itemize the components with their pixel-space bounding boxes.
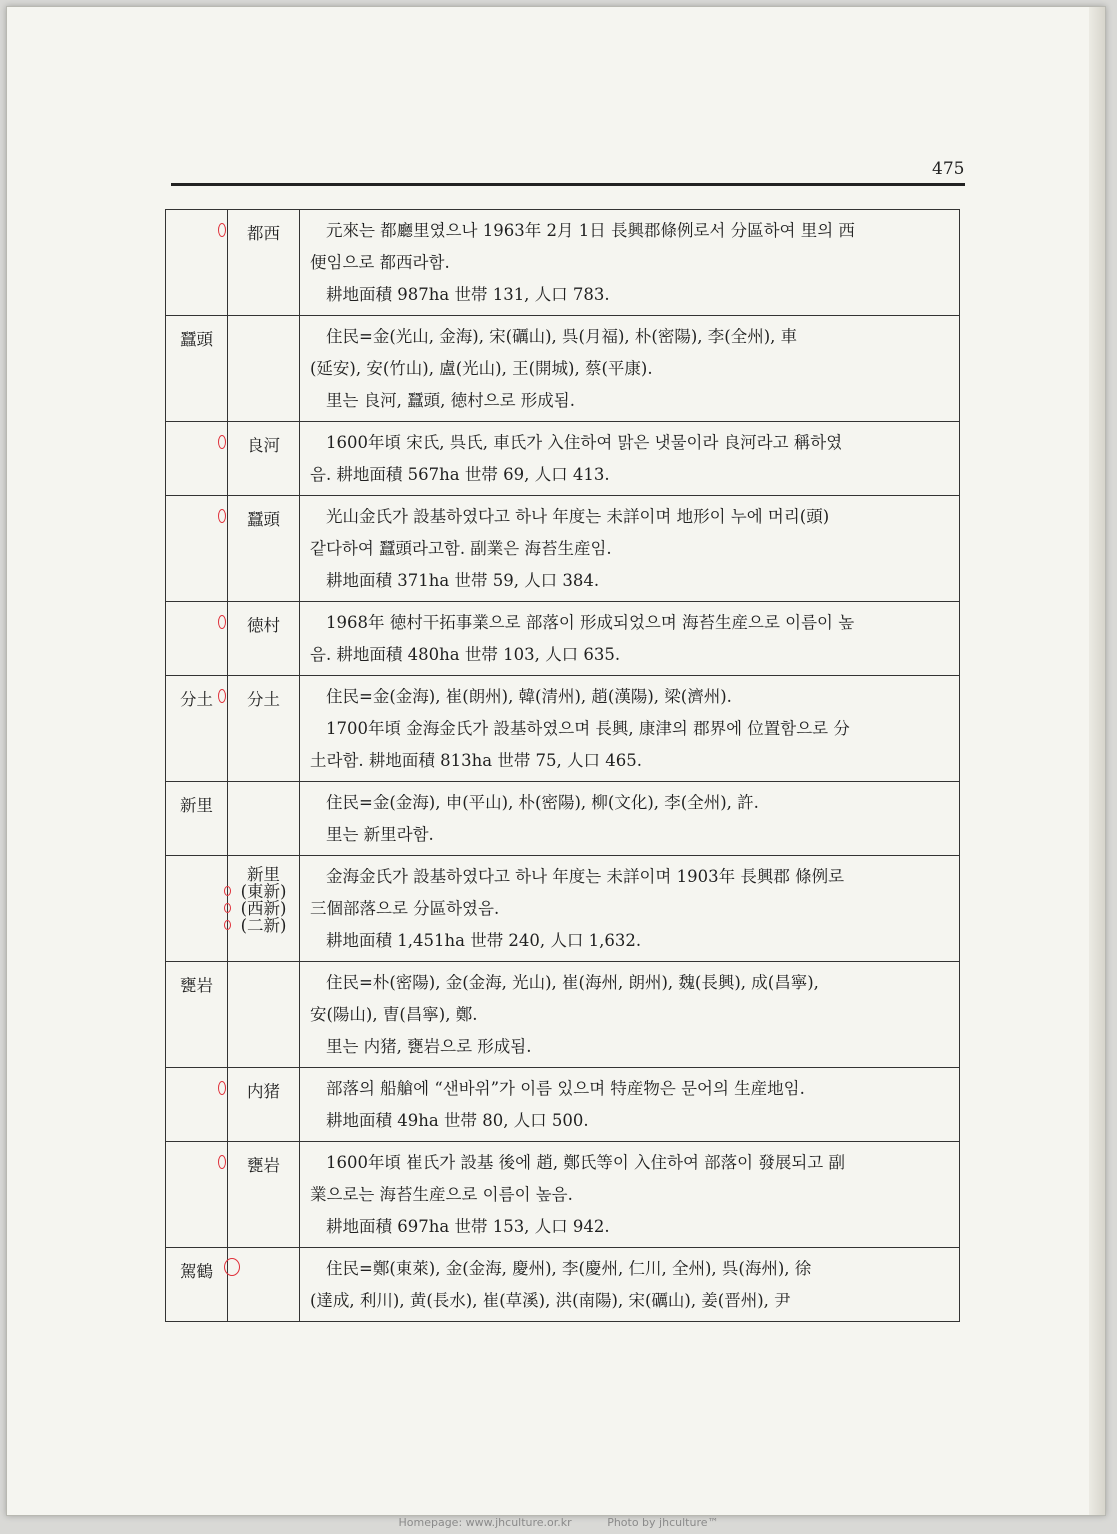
table-row — [166, 782, 960, 856]
red-pen-mark — [224, 886, 231, 896]
description-line: 光山金氏가 設基하였다고 하나 年度는 未詳이며 地形이 누에 머리(頭) — [326, 507, 830, 526]
red-pen-mark — [218, 223, 226, 237]
village-name-cell — [228, 1068, 300, 1142]
village-name-cell — [228, 316, 300, 422]
table-row — [166, 856, 960, 962]
description-line: 里는 良河, 蠶頭, 徳村으로 形成됨. — [326, 391, 575, 410]
description-cell — [300, 676, 960, 782]
village-name-text: (東新) — [240, 882, 287, 901]
village-name-cell — [228, 676, 300, 782]
description-line: 里는 内猪, 甕岩으로 形成됨. — [326, 1037, 532, 1056]
description-line: 음. 耕地面積 567ha 世帯 69, 人口 413. — [310, 465, 610, 484]
description-line: 같다하여 蠶頭라고함. 副業은 海苔生産임. — [310, 539, 612, 558]
table-row — [166, 422, 960, 496]
table-row — [166, 316, 960, 422]
description-line: 住民=金(金海), 崔(朗州), 韓(清州), 趙(漢陽), 梁(濟州). — [326, 687, 732, 706]
description-line: 1600年頃 崔氏가 設基 後에 趙, 鄭氏等이 入住하여 部落이 發展되고 副 — [326, 1153, 845, 1172]
description-cell — [300, 1142, 960, 1248]
description-line: 便임으로 都西라함. — [310, 253, 450, 272]
area-name-cell — [166, 1068, 228, 1142]
description-cell — [300, 782, 960, 856]
description-cell — [300, 856, 960, 962]
village-name-cell — [228, 1142, 300, 1248]
village-name-text: 良河 — [247, 436, 280, 455]
village-name-line — [228, 883, 299, 900]
red-pen-mark — [218, 1081, 226, 1095]
description-line: 三個部落으로 分區하였음. — [310, 899, 500, 918]
description-line: 耕地面積 49ha 世帯 80, 人口 500. — [326, 1111, 589, 1130]
area-name-cell: 分土 — [166, 676, 228, 782]
village-name-text: 甕岩 — [247, 1156, 280, 1175]
village-name-text: (西新) — [240, 899, 287, 918]
description-line: 耕地面積 697ha 世帯 153, 人口 942. — [326, 1217, 610, 1236]
village-name-cell — [228, 782, 300, 856]
area-name-cell: 新里 — [166, 782, 228, 856]
table-row — [166, 496, 960, 602]
page-number: 475 — [932, 159, 965, 179]
description-line: 住民=金(光山, 金海), 宋(礪山), 呉(月福), 朴(密陽), 李(全州), 車 — [326, 327, 798, 346]
village-name-cell — [228, 1248, 300, 1322]
red-pen-mark — [218, 509, 226, 523]
village-name-cell — [228, 602, 300, 676]
description-cell — [300, 602, 960, 676]
table-row — [166, 602, 960, 676]
village-name-text: 都西 — [247, 224, 280, 243]
red-pen-mark — [224, 903, 231, 913]
footer-homepage: Homepage: www.jhculture.or.kr — [398, 1516, 572, 1529]
village-name-text: 徳村 — [247, 616, 280, 635]
red-pen-mark — [218, 689, 226, 703]
village-name-cell — [228, 496, 300, 602]
area-name-cell: 甕岩 — [166, 962, 228, 1068]
page-edge-shadow — [1089, 7, 1105, 1515]
description-cell — [300, 496, 960, 602]
footer — [0, 1516, 1117, 1534]
description-line: (達成, 利川), 黄(長水), 崔(草溪), 洪(南陽), 宋(礪山), 姜(晋州), 尹 — [310, 1291, 791, 1310]
description-cell — [300, 1068, 960, 1142]
description-line: 業으로는 海苔生産으로 이름이 높음. — [310, 1185, 573, 1204]
description-line: 安(陽山), 曺(昌寧), 鄭. — [310, 1005, 478, 1024]
area-name-cell: 蠶頭 — [166, 316, 228, 422]
description-line: 耕地面積 371ha 世帯 59, 人口 384. — [326, 571, 600, 590]
village-name-line — [228, 917, 299, 934]
description-line: 1968年 徳村干拓事業으로 部落이 形成되었으며 海苔生産으로 이름이 높 — [326, 613, 855, 632]
description-line: 里는 新里라함. — [326, 825, 434, 844]
header-rule — [171, 183, 965, 186]
description-cell — [300, 422, 960, 496]
description-line: 元來는 都廳里였으나 1963年 2月 1日 長興郡條例로서 分區하여 里의 西 — [326, 221, 855, 240]
village-name-text: 分土 — [247, 690, 280, 709]
red-pen-mark — [224, 920, 231, 930]
description-line: 部落의 船艙에 “샌바위”가 이름 있으며 特産物은 문어의 生産地임. — [326, 1079, 805, 1098]
area-name-cell — [166, 856, 228, 962]
area-name-cell: 駕鶴 — [166, 1248, 228, 1322]
description-line: (延安), 安(竹山), 盧(光山), 王(開城), 蔡(平康). — [310, 359, 653, 378]
footer-photo-credit: Photo by jhculture™ — [607, 1516, 719, 1529]
red-pen-mark — [218, 615, 226, 629]
description-line: 住民=鄭(東萊), 金(金海, 慶州), 李(慶州, 仁川, 全州), 呉(海州), 徐 — [326, 1259, 812, 1278]
table-row — [166, 210, 960, 316]
village-name-text: 内猪 — [247, 1082, 280, 1101]
description-line: 住民=金(金海), 申(平山), 朴(密陽), 柳(文化), 李(全州), 許. — [326, 793, 759, 812]
table-row — [166, 1248, 960, 1322]
description-cell — [300, 316, 960, 422]
red-pen-mark — [218, 435, 226, 449]
table-row — [166, 1068, 960, 1142]
village-name-line — [228, 900, 299, 917]
village-name-line — [228, 866, 299, 883]
description-cell — [300, 1248, 960, 1322]
village-name-cell — [228, 210, 300, 316]
description-cell — [300, 210, 960, 316]
description-line: 土라함. 耕地面積 813ha 世帯 75, 人口 465. — [310, 751, 643, 770]
table-row — [166, 676, 960, 782]
village-table — [165, 209, 960, 1322]
area-name-cell — [166, 422, 228, 496]
village-name-text: 新里 — [247, 865, 280, 884]
village-name-cell — [228, 856, 300, 962]
village-name-text: 蠶頭 — [247, 510, 280, 529]
description-line: 1700年頃 金海金氏가 設基하였으며 長興, 康津의 郡界에 位置함으로 分 — [326, 719, 850, 738]
red-pen-mark — [224, 1258, 240, 1276]
description-line: 耕地面積 987ha 世帯 131, 人口 783. — [326, 285, 610, 304]
description-line: 金海金氏가 設基하였다고 하나 年度는 未詳이며 1903年 長興郡 條例로 — [326, 867, 845, 886]
red-pen-mark — [218, 1155, 226, 1169]
table-row — [166, 1142, 960, 1248]
description-cell — [300, 962, 960, 1068]
village-name-text: (二新) — [240, 916, 287, 935]
village-name-cell — [228, 422, 300, 496]
description-line: 음. 耕地面積 480ha 世帯 103, 人口 635. — [310, 645, 621, 664]
table-row — [166, 962, 960, 1068]
description-line: 1600年頃 宋氏, 呉氏, 車氏가 入住하여 맑은 냇물이라 良河라고 稱하였 — [326, 433, 843, 452]
description-line: 耕地面積 1,451ha 世帯 240, 人口 1,632. — [326, 931, 642, 950]
description-line: 住民=朴(密陽), 金(金海, 光山), 崔(海州, 朗州), 魏(長興), 成(昌寧), — [326, 973, 819, 992]
area-name-cell — [166, 602, 228, 676]
village-name-cell — [228, 962, 300, 1068]
